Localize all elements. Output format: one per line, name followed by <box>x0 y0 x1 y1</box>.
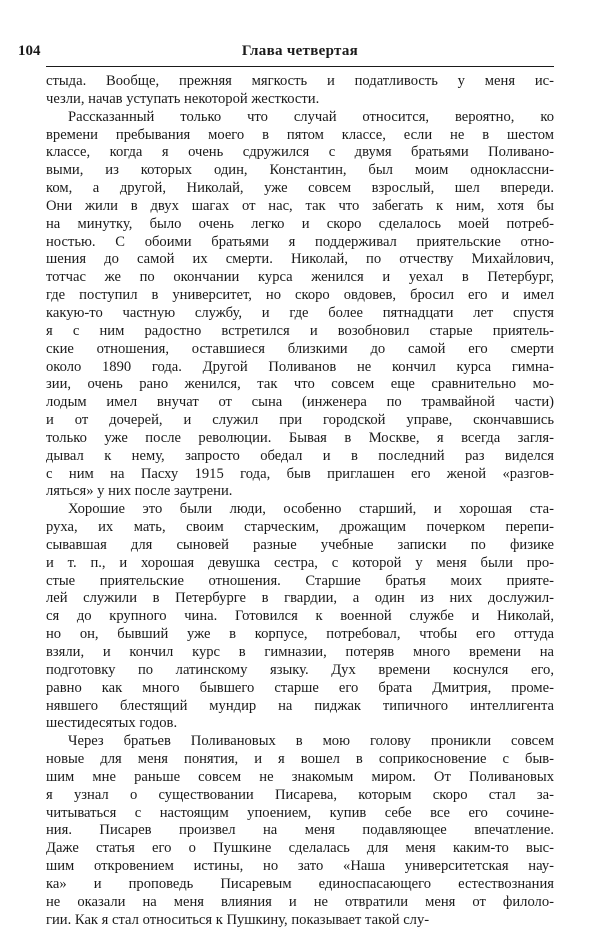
page-number: 104 <box>18 43 41 59</box>
header-rule <box>46 66 554 67</box>
text-line: где поступил в университет, но скоро овдовев, бросил его и имел <box>46 287 554 304</box>
text-line: взяли, и кончил курс в гимназии, потеряв много времени на <box>46 644 554 660</box>
chapter-title: Глава четвертая <box>241 43 359 59</box>
text-line: ка» и проповедь Писаревым единоспасающего естествознания <box>46 875 554 892</box>
text-line: ляться» у них после заутрени. <box>46 483 233 500</box>
paragraph <box>46 733 554 929</box>
text-line: времени пребывания моего в пятом классе, если не в шестом <box>46 126 554 143</box>
text-line: шим откровением истины, но зато «Наша университетская нау- <box>46 858 554 875</box>
text-line: ские отношения, оставшиеся близкими до самой его смерти <box>46 340 554 357</box>
text-line: подготовку по латинскому языку. Дух времени коснулся его, <box>46 661 554 678</box>
text-line: около 1890 года. Другой Поливанов не кончил курса гимна- <box>46 358 554 375</box>
text-line: тотчас же по окончании курса женился и уехал в Петербург, <box>46 269 554 286</box>
text-line: лодым имел внучат от сына (инженера по трамвайной части) <box>46 394 554 411</box>
text-line: я с ним радостно встретился и возобновил старые приятель- <box>46 322 554 339</box>
text-line: руха, их мать, своим старческим, дрожащим почерком перепи- <box>46 519 554 536</box>
text-line: с ним на Пасху 1915 года, быв приглашен его женой «разгов- <box>46 465 554 482</box>
paragraph <box>46 109 554 502</box>
text-line: читываться с настоящим упоением, купив себе все его сочине- <box>46 804 554 821</box>
text-line: и т. п., и хорошая девушка сестра, с которой у меня были про- <box>46 554 554 571</box>
text-line: шестидесятых годов. <box>46 715 178 732</box>
text-line: Они жили в двух шагах от нас, так что забегать к ним, хотя бы <box>46 197 554 214</box>
paragraph <box>46 73 554 109</box>
text-line: гии. Как я стал относиться к Пушкину, показывает такой слу- <box>46 911 430 928</box>
text-line: Рассказанный только что случай относится, вероятно, ко <box>68 108 554 125</box>
text-line: классе, когда я очень сдружился с двумя братьями Поливано- <box>46 144 554 161</box>
text-line: шения до самой их смерти. Николай, по отчеству Михайлович, <box>46 251 554 268</box>
text-line: дывал к нему, запросто обедал и в последний раз виделся <box>46 447 554 464</box>
text-line: Хорошие это были люди, особенно старший, и хорошая ста- <box>68 501 554 518</box>
text-line: ком, а другой, Николай, уже совсем взрослый, шел впереди. <box>46 180 554 197</box>
text-line: равно как много бывшего старше его брата Дмитрия, проме- <box>46 679 554 696</box>
text-line: только уже после революции. Бывая в Москве, я всегда загля- <box>46 429 554 446</box>
text-line: ния. Писарев произвел на меня подавляющее впечатление. <box>46 822 554 839</box>
text-line: ся до крупного чина. Готовился к военной службе и Николай, <box>46 608 554 625</box>
text-line: нявшего блестящий мундир на пиджак типичного интеллигента <box>46 697 554 714</box>
text-line: сывавшая для сыновей разные учебные записки по физике <box>46 536 554 553</box>
text-line: шим мне раньше совсем не знакомым миром. От Поливановых <box>46 768 554 785</box>
text-line: на минутку, было очень легко и скоро сделалось моей потреб- <box>46 215 554 232</box>
text-line: и от дочерей, и служил при городской управе, скончавшись <box>46 412 554 429</box>
text-line: какую-то частную службу, и где более пятнадцати лет спустя <box>46 304 554 321</box>
running-header <box>18 40 582 62</box>
body-text <box>46 73 554 930</box>
text-line: но он, бывший уже в корпусе, потребовал, чтобы его оттуда <box>46 626 554 643</box>
text-line: не оказали на меня влияния и не отвратили меня от филоло- <box>46 893 554 910</box>
text-line: я узнал о существовании Писарева, которым скоро стал за- <box>46 786 554 803</box>
text-line: выми, из которых один, Константин, был моим одноклассни- <box>46 162 554 179</box>
text-line: стыда. Вообще, прежняя мягкость и податливость у меня ис- <box>46 73 554 89</box>
text-line: Через братьев Поливановых в мою голову проникли совсем <box>68 733 554 750</box>
text-line: зии, очень рано женился, так что совсем еще сравнительно мо- <box>46 376 554 393</box>
text-line: новые для меня понятия, и я вошел в соприкосновение с быв- <box>46 751 554 768</box>
text-line: Даже статья его о Пушкине сделалась для меня каким-то выс- <box>46 840 554 857</box>
text-line: ностью. С обоими братьями я поддерживал приятельские отно- <box>46 233 554 250</box>
text-line: стые приятельские отношения. Старшие братья моих прияте- <box>46 572 554 589</box>
text-line: лей служили в Петербурге в гвардии, а один из них дослужил- <box>46 590 554 607</box>
text-line: чезли, начав уступать некоторой жесткости. <box>46 90 320 107</box>
paragraph <box>46 501 554 733</box>
